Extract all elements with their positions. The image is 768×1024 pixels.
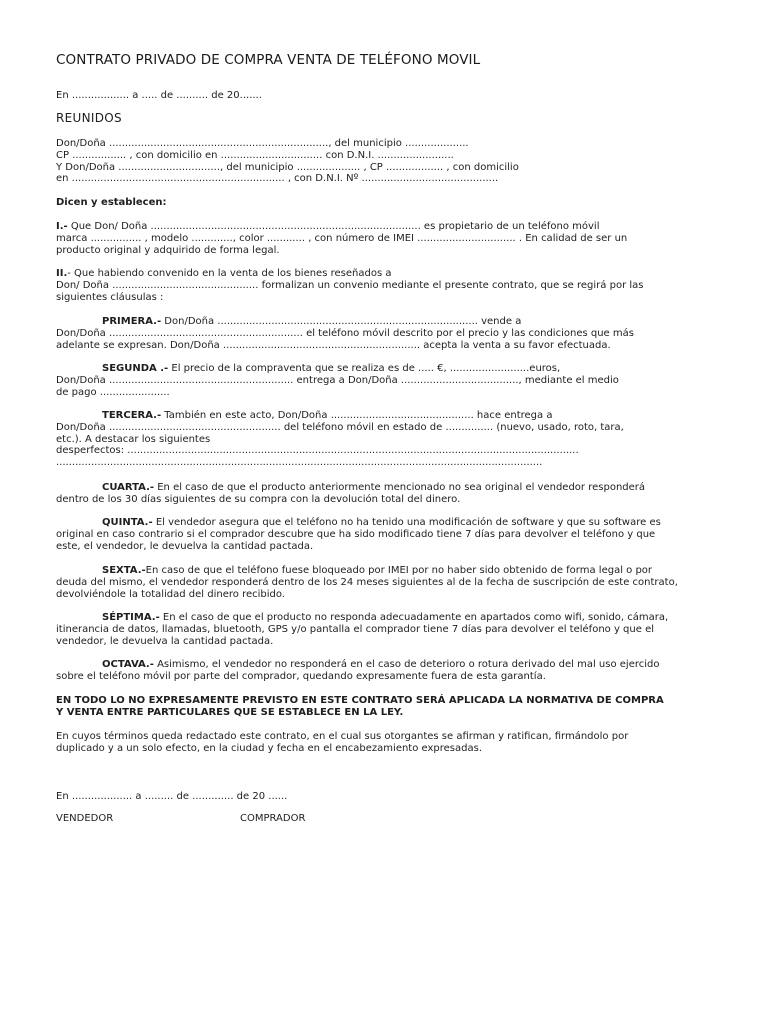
dicen-heading: Dicen y establecen:: [56, 197, 167, 208]
vendedor-label: VENDEDOR: [56, 813, 114, 824]
reunidos-heading: REUNIDOS: [56, 111, 122, 125]
clause-quinta: QUINTA.- El vendedor asegura que el teléfono no ha tenido una modificación de software y que su software es original en caso contrario si el comprador descubre que ha sido modificado tiene 7 días para devolver el teléfono y que este, el vendedor, le devuelva la cantidad pactada.: [56, 517, 661, 552]
comprador-label: COMPRADOR: [240, 813, 306, 824]
closing-paragraph: En cuyos términos queda redactado este contrato, en el cual sus otorgantes se afirman y ratifican, firmándolo por duplicado y a un solo efecto, en la ciudad y fecha en el encabezamiento expresadas.: [56, 731, 629, 754]
document-title: CONTRATO PRIVADO DE COMPRA VENTA DE TELÉFONO MOVIL: [56, 52, 481, 68]
reunidos-line: Don/Doña ....................................................................., del municipio ....................: [56, 138, 469, 149]
clause-i: I.- Que Don/ Doña ..................................................................................... es propietario de un teléfono móvil marca ................ , modelo ............., color ............ , con número de IMEI ............................... . En calidad de ser un producto original y adquirido de forma legal.: [56, 221, 628, 256]
clause-label: SEGUNDA .-: [102, 363, 169, 374]
clause-primera: PRIMERA.- Don/Doña .................................................................................. vende a Don/Doña ............................................................. el teléfono móvil descrito por el precio y las condiciones que más adelante se expresan. Don/Doña .............................................................. acepta la venta a su favor efectuada.: [56, 316, 634, 351]
clause-label: I.-: [56, 221, 68, 232]
legal-notice: EN TODO LO NO EXPRESAMENTE PREVISTO EN ESTE CONTRATO SERÁ APLICADA LA NORMATIVA DE COMPRA Y VENTA ENTRE PARTICULARES QUE SE ESTABLECE EN LA LEY.: [56, 695, 664, 718]
clause-label: SEXTA.-: [102, 565, 146, 576]
clause-ii: II.- Que habiendo convenido en la venta de los bienes reseñados a Don/ Doña .............................................. formalizan un convenio mediante el presente contrato, que se regirá por las siguientes cláusulas :: [56, 268, 644, 303]
reunidos-line: en ................................................................... , con D.N.I. Nº ...........................................: [56, 173, 499, 185]
clause-label: CUARTA.-: [102, 482, 155, 493]
clause-label: OCTAVA.-: [102, 659, 154, 670]
clause-label: TERCERA.-: [102, 410, 162, 421]
reunidos-line: CP ................. , con domicilio en ................................ con D.N.I. ........................: [56, 149, 454, 161]
clause-octava: OCTAVA.- Asimismo, el vendedor no responderá en el caso de deterioro o rotura derivado del mal uso ejercido sobre el teléfono móvil por parte del comprador, quedando expresamente fuera de esta garantía.: [56, 659, 660, 682]
clause-label: II.: [56, 268, 68, 279]
clause-label: PRIMERA.-: [102, 316, 162, 327]
clause-tercera: TERCERA.- También en este acto, Don/Doña ............................................. hace entrega a Don/Doña ...................................................... del teléfono móvil en estado de ............... (nuevo, usado, roto, tara, etc.). A destacar los siguientes desperfectos: .............................................................................................................................................. .........................................................................................................................................................: [56, 410, 624, 469]
clause-sexta: SEXTA.-En caso de que el teléfono fuese bloqueado por IMEI por no haber sido obtenido de forma legal o por deuda del mismo, el vendedor responderá dentro de los 24 meses siguientes al de la fecha de suscripción de este contrato, devolviéndole la totalidad del dinero recibido.: [56, 565, 678, 600]
clause-septima: SÉPTIMA.- En el caso de que el producto no responda adecuadamente en apartados como wifi, sonido, cámara, itinerancia de datos, llamadas, bluetooth, GPS y/o pantalla el comprador tiene 7 días para devolver el teléfono y que el vendedor, le devuelva la cantidad pactada.: [56, 612, 669, 647]
clause-label: SÉPTIMA.-: [102, 612, 160, 623]
clause-label: QUINTA.-: [102, 517, 153, 528]
place-date-line: En .................. a ..... de .......... de 20.......: [56, 90, 262, 101]
reunidos-parties: [56, 138, 696, 185]
reunidos-line: Y Don/Doña ................................, del municipio .................... , CP .................. , con domicilio: [56, 161, 519, 173]
signature-date-line: En ................... a ......... de ............. de 20 ......: [56, 791, 288, 802]
clause-cuarta: CUARTA.- En el caso de que el producto anteriormente mencionado no sea original el vendedor responderá dentro de los 30 días siguientes de su compra con la devolución total del dinero.: [56, 482, 646, 505]
clause-segunda: SEGUNDA .- El precio de la compraventa que se realiza es de ..... €, .........................euros, Don/Doña .......................................................... entrega a Don/Doña ....................................., mediante el medio de pago ......................: [56, 363, 619, 398]
